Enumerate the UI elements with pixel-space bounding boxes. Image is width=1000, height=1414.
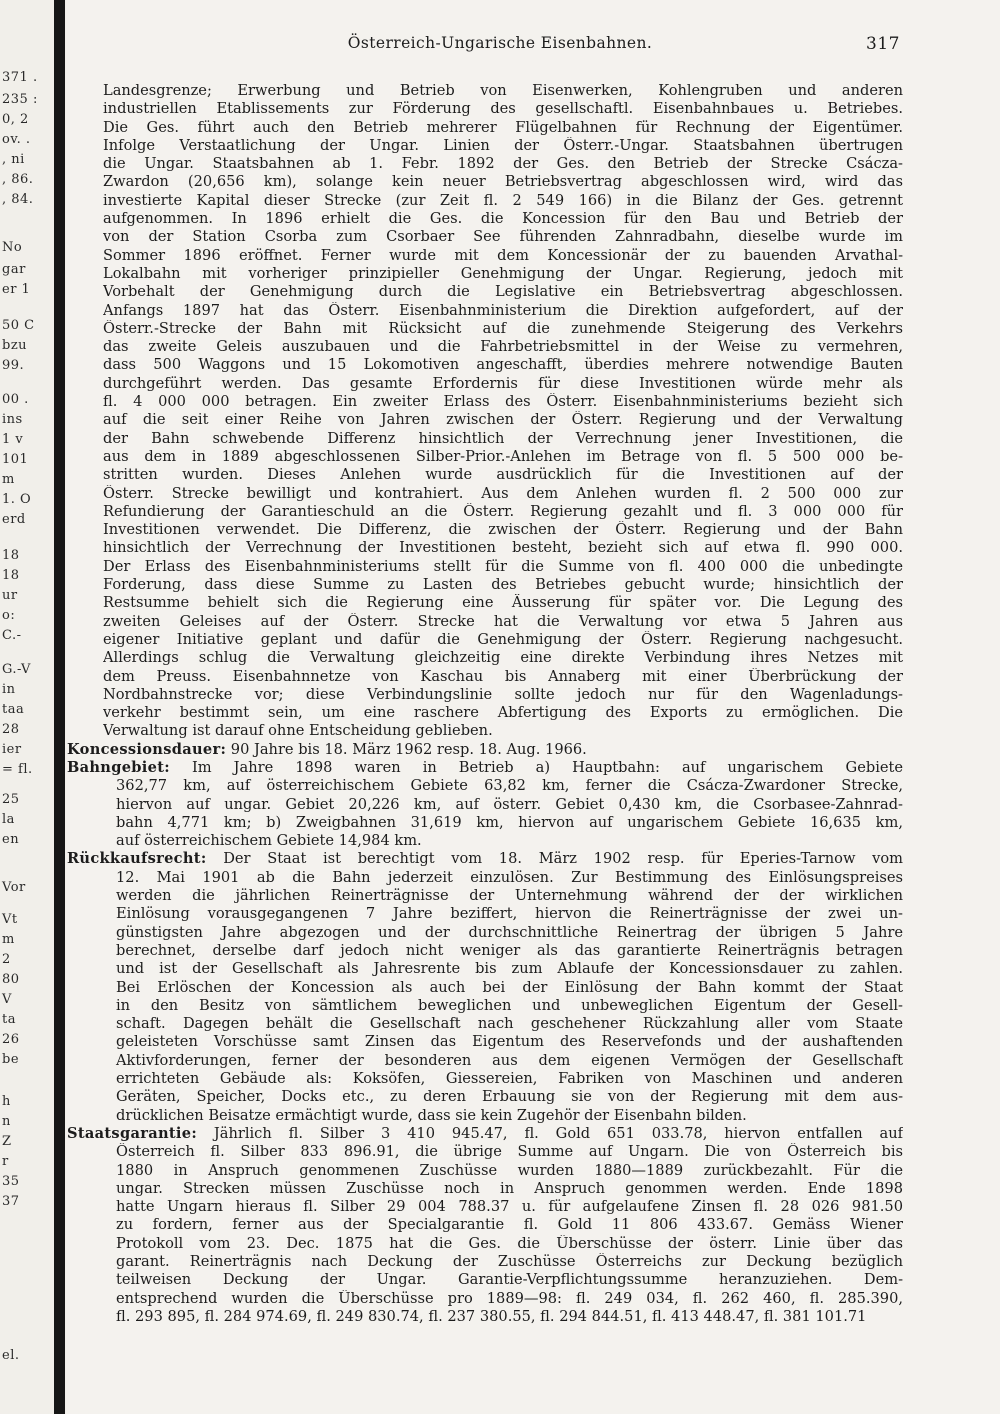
- margin-fragment: Z: [2, 1134, 12, 1149]
- text-column: [67, 82, 903, 1326]
- section-rueckkaufsrecht: [67, 850, 903, 1124]
- text-line: in den Besitz von sämtlichem beweglichen und unbeweglichen Eigentum der Gesell-: [116, 996, 903, 1014]
- margin-fragment: taa: [2, 702, 25, 717]
- margin-fragment: 26: [2, 1032, 20, 1047]
- text-line: Im Jahre 1898 waren in Betrieb a) Hauptbahn: auf ungarischem Gebiete: [192, 758, 903, 776]
- text-line: und ist der Gesellschaft als Jahresrente bis zum Ablaufe der Koncessionsdauer zu zahlen.: [116, 960, 903, 978]
- margin-fragment: 25: [2, 792, 20, 807]
- margin-fragment: bzu: [2, 338, 28, 353]
- text-line: industriellen Etablissements zur Förderung des gesellschaftl. Eisenbahnbaues u. Betriebes.: [103, 100, 903, 118]
- margin-fragment: erd: [2, 512, 26, 527]
- margin-fragment: 101: [2, 452, 29, 467]
- margin-fragment: 1 v: [2, 432, 24, 447]
- section-first-line: [67, 759, 903, 777]
- text-line: berechnet, derselbe darf jedoch nicht weniger als das garantierte Reinerträgnis betragen: [116, 941, 903, 959]
- text-line: Österr. Strecke bewilligt und kontrahiert. Aus dem Anlehen wurden fl. 2 500 000 zur: [103, 484, 903, 502]
- margin-fragment: 2: [2, 952, 11, 967]
- margin-fragment: ov. .: [2, 132, 31, 147]
- margin-fragment: C.-: [2, 628, 22, 643]
- text-line: Vorbehalt der Genehmigung durch die Legislative ein Betriebsvertrag abgeschlossen.: [103, 283, 903, 301]
- text-line: Infolge Verstaatlichung der Ungar. Linien der Österr.-Ungar. Staatsbahnen übertrugen: [103, 136, 903, 154]
- text-line: die Ungar. Staatsbahnen ab 1. Febr. 1892 der Ges. den Betrieb der Strecke Csácza-: [103, 155, 903, 173]
- margin-fragment: 18: [2, 548, 20, 563]
- margin-fragment: Vor: [2, 880, 26, 895]
- text-line: entsprechend wurden die Überschüsse pro 1889—98: fl. 249 034, fl. 262 460, fl. 285.390,: [116, 1289, 903, 1307]
- text-line: geleisteten Vorschüsse samt Zinsen das Eigentum des Reservefonds und der aushaftenden: [116, 1033, 903, 1051]
- text-line: auf die seit einer Reihe von Jahren zwischen der Österr. Regierung und der Verwaltung: [103, 411, 903, 429]
- text-line: Die Ges. führt auch den Betrieb mehrerer Flügelbahnen für Rechnung der Eigentümer.: [103, 118, 903, 136]
- text-line: das zweite Geleis auszubauen und die Fahrbetriebsmittel in der Weise zu vermehren,: [103, 338, 903, 356]
- text-line: garant. Reinerträgnis nach Deckung der Zuschüsse Österreichs zur Deckung bezüglich: [116, 1253, 903, 1270]
- text-line: Einlösung vorausgegangenen 7 Jahre beziffert, hiervon die Reinerträgnisse der zwei un-: [116, 905, 903, 923]
- margin-fragment: gar: [2, 262, 26, 277]
- intro-paragraph: [103, 82, 903, 741]
- text-line: 1880 in Anspruch genommenen Zuschüsse wurden 1880—1889 zurückbezahlt. Für die: [116, 1161, 903, 1179]
- section-first-line: [67, 850, 903, 868]
- margin-fragment: 00 .: [2, 392, 29, 407]
- margin-fragment: , 84.: [2, 192, 34, 207]
- text-line: errichteten Gebäude als: Koksöfen, Giessereien, Fabriken von Maschinen und anderen: [116, 1070, 903, 1088]
- margin-fragment: 50 C: [2, 318, 35, 333]
- margin-fragment: 80: [2, 972, 20, 987]
- text-line: durchgeführt werden. Das gesamte Erfordernis für diese Investitionen würde mehr als: [103, 374, 903, 392]
- margin-fragment: m: [2, 472, 15, 487]
- margin-fragment: = fl.: [2, 762, 33, 777]
- text-line: Sommer 1896 eröffnet. Ferner wurde mit dem Koncessionär der zu bauenden Arvathal-: [103, 246, 903, 264]
- margin-fragment: r: [2, 1154, 9, 1169]
- text-line: Geräten, Speicher, Docks etc., zu deren Erbauung sie von der Regierung mit dem aus-: [116, 1088, 903, 1106]
- section-heading: Koncessionsdauer:: [67, 740, 227, 758]
- section-heading: Staatsgarantie:: [67, 1124, 198, 1142]
- text-line: Lokalbahn mit vorheriger prinzipieller Genehmigung der Ungar. Regierung, jedoch mit: [103, 264, 903, 282]
- margin-fragment: , 86.: [2, 172, 34, 187]
- text-line: teilweisen Deckung der Ungar. Garantie-Verpflichtungssumme heranzuziehen. Dem-: [116, 1271, 903, 1289]
- margin-fragment: Vt: [2, 912, 18, 927]
- text-line: hatte Ungarn hieraus fl. Silber 29 004 788.37 u. für aufgelaufene Zinsen fl. 28 026 981.50: [116, 1198, 903, 1216]
- margin-fragment: V: [2, 992, 12, 1007]
- text-line: zu fordern, ferner aus der Specialgarantie fl. Gold 11 806 433.67. Gemäss Wiener: [116, 1216, 903, 1234]
- text-line: Protokoll vom 23. Dec. 1875 hat die Ges. die Überschüsse der österr. Linie über das: [116, 1234, 903, 1252]
- margin-fragment: G.-V: [2, 662, 31, 677]
- margin-fragment: m: [2, 932, 15, 947]
- text-line: 362,77 km, auf österreichischem Gebiete 63,82 km, ferner die Csácza-Zwardoner Strecke,: [116, 777, 903, 795]
- section-heading: Bahngebiet:: [67, 758, 170, 776]
- margin-fragment: 235 :: [2, 92, 38, 107]
- text-line: Nordbahnstrecke vor; diese Verbindungslinie sollte jedoch nur für den Wagenladungs-: [103, 685, 903, 703]
- text-line: Zwardon (20,656 km), solange kein neuer Betriebsvertrag abgeschlossen wird, wird das: [103, 173, 903, 191]
- section-first-line: [67, 1125, 903, 1143]
- margin-fragment: er 1: [2, 282, 31, 297]
- section-heading: Rückkaufsrecht:: [67, 850, 207, 868]
- margin-fragment: be: [2, 1052, 20, 1067]
- margin-fragment: o:: [2, 608, 16, 623]
- running-title: Österreich-Ungarische Eisenbahnen.: [347, 34, 653, 52]
- margin-fragment: el.: [2, 1348, 20, 1363]
- text-line: Verwaltung ist darauf ohne Entscheidung geblieben.: [103, 722, 493, 740]
- margin-fragment: 0, 2: [2, 112, 29, 127]
- text-line: Allerdings schlug die Verwaltung gleichzeitig eine direkte Verbindung ihres Netzes mit: [103, 649, 903, 667]
- binding-shadow: [54, 0, 65, 1414]
- text-line: aufgenommen. In 1896 erhielt die Ges. die Koncession für den Bau und Betrieb der: [103, 210, 903, 228]
- margin-fragment: ins: [2, 412, 23, 427]
- text-line: ungar. Strecken müssen Zuschüsse noch in Anspruch genommen werden. Ende 1898: [116, 1179, 903, 1197]
- text-line: werden die jährlichen Reinerträgnisse der Unternehmung während der der wirklichen: [116, 887, 903, 905]
- text-line: dem Preuss. Eisenbahnnetze von Kaschau bis Annaberg mit einer Überbrückung der: [103, 667, 903, 685]
- margin-fragment: 18: [2, 568, 20, 583]
- margin-fragment: 37: [2, 1194, 20, 1209]
- text-line: Der Staat ist berechtigt vom 18. März 1902 resp. für Eperies-Tarnow vom: [223, 850, 903, 868]
- text-line: verkehr bestimmt sein, um eine raschere Abfertigung des Exports zu ermöglichen. Die: [103, 704, 903, 722]
- text-line: Forderung, dass diese Summe zu Lasten des Betriebes gebucht wurde; hinsichtlich der: [103, 576, 903, 594]
- page-number: 317: [866, 34, 900, 54]
- text-line: Landesgrenze; Erwerbung und Betrieb von Eisenwerken, Kohlengruben und anderen: [103, 82, 903, 99]
- text-line: stritten wurden. Dieses Anlehen wurde ausdrücklich für die Investitionen auf der: [103, 466, 903, 484]
- text-line: 12. Mai 1901 ab die Bahn jederzeit einzulösen. Zur Bestimmung des Einlösungspreises: [116, 868, 903, 886]
- text-line: Aktivforderungen, ferner der besonderen aus dem eigenen Vermögen der Gesellschaft: [116, 1051, 903, 1069]
- margin-fragment: 1. O: [2, 492, 32, 507]
- text-line: dass 500 Waggons und 15 Lokomotiven angeschafft, überdies mehrere notwendige Bauten: [103, 356, 903, 374]
- margin-fragment: ta: [2, 1012, 16, 1027]
- text-line: hinsichtlich der Verrechnung der Investitionen besteht, bezieht sich auf etwa fl. 990 000.: [103, 539, 903, 557]
- text-line: investierte Kapital dieser Strecke (zur Zeit fl. 2 549 166) in die Bilanz der Ges. getrennt: [103, 191, 903, 209]
- text-line: hiervon auf ungar. Gebiet 20,226 km, auf österr. Gebiet 0,430 km, die Csorbasee-Zahnrad-: [116, 795, 903, 813]
- page-header: [100, 34, 900, 58]
- text-line: Österreich fl. Silber 833 896.91, die übrige Summe auf Ungarn. Die von Österreich bis: [116, 1143, 903, 1161]
- margin-fragment: 99.: [2, 358, 25, 373]
- text-line: aus dem in 1889 abgeschlossenen Silber-Prior.-Anlehen im Betrage von fl. 5 500 000 be-: [103, 447, 903, 465]
- text-line: fl. 4 000 000 betragen. Ein zweiter Erlass des Österr. Eisenbahnministeriums bezieht sich: [103, 393, 903, 411]
- section-koncessionsdauer: [67, 740, 903, 759]
- margin-fragment: in: [2, 682, 16, 697]
- text-line: Der Erlass des Eisenbahnministeriums stellt für die Summe von fl. 400 000 die unbedingte: [103, 557, 903, 575]
- margin-fragment: ier: [2, 742, 22, 757]
- margin-fragment: ur: [2, 588, 18, 603]
- section-bahngebiet: [67, 758, 903, 850]
- margin-fragment: 35: [2, 1174, 20, 1189]
- text-line: schaft. Dagegen behält die Gesellschaft nach geschehener Rückzahlung aller vom Staate: [116, 1015, 903, 1033]
- margin-fragment: n: [2, 1114, 11, 1129]
- text-line: drücklichen Beisatze ermächtigt wurde, dass sie kein Zugehör der Eisenbahn bilden.: [116, 1106, 747, 1124]
- text-line: zweiten Geleises auf der Österr. Strecke hat die Verwaltung vor etwa 5 Jahren aus: [103, 612, 903, 630]
- margin-fragment: h: [2, 1094, 11, 1109]
- text-line: bahn 4,771 km; b) Zweigbahnen 31,619 km, hiervon auf ungarischem Gebiete 16,635 km,: [116, 813, 903, 831]
- text-line: Refundierung der Garantieschuld an die Österr. Regierung gezahlt und fl. 3 000 000 für: [103, 502, 903, 520]
- margin-fragment: 28: [2, 722, 20, 737]
- text-line: Jährlich fl. Silber 3 410 945.47, fl. Gold 651 033.78, hiervon entfallen auf: [213, 1124, 903, 1142]
- text-line: eigener Initiative geplant und dafür die Genehmigung der Österr. Regierung nachgesucht.: [103, 630, 903, 648]
- text-line: Österr.-Strecke der Bahn mit Rücksicht auf die zunehmende Steigerung des Verkehrs: [103, 319, 903, 337]
- text-line: der Bahn schwebende Differenz hinsichtlich der Verrechnung jener Investitionen, die: [103, 429, 903, 447]
- margin-fragment: 371 .: [2, 70, 38, 85]
- margin-fragment: la: [2, 812, 15, 827]
- section-staatsgarantie: [67, 1124, 903, 1326]
- text-line: Investitionen verwendet. Die Differenz, die zwischen der Österr. Regierung und der Bahn: [103, 521, 903, 539]
- text-line: Bei Erlöschen der Koncession als auch bei der Einlösung der Bahn kommt der Staat: [116, 978, 903, 996]
- section-first-line: [67, 741, 903, 759]
- text-line: von der Station Csorba zum Csorbaer See führenden Zahnradbahn, dieselbe wurde im: [103, 228, 903, 246]
- text-line: Restsumme behielt sich die Regierung eine Äusserung für später vor. Die Legung des: [103, 594, 903, 612]
- margin-fragment: , ni: [2, 152, 25, 167]
- text-line: günstigsten Jahre abgezogen und der durchschnittliche Reinertrag der übrigen 5 Jahre: [116, 923, 903, 941]
- margin-fragment: No: [2, 240, 23, 255]
- text-line: Anfangs 1897 hat das Österr. Eisenbahnministerium die Direktion aufgefordert, auf der: [103, 301, 903, 319]
- text-line: fl. 293 895, fl. 284 974.69, fl. 249 830.74, fl. 237 380.55, fl. 294 844.51, fl. 413 448.47, fl. 381 101.71: [116, 1307, 867, 1325]
- text-line: 90 Jahre bis 18. März 1962 resp. 18. Aug. 1966.: [230, 740, 587, 758]
- margin-fragment: en: [2, 832, 20, 847]
- text-line: auf österreichischem Gebiete 14,984 km.: [116, 832, 422, 850]
